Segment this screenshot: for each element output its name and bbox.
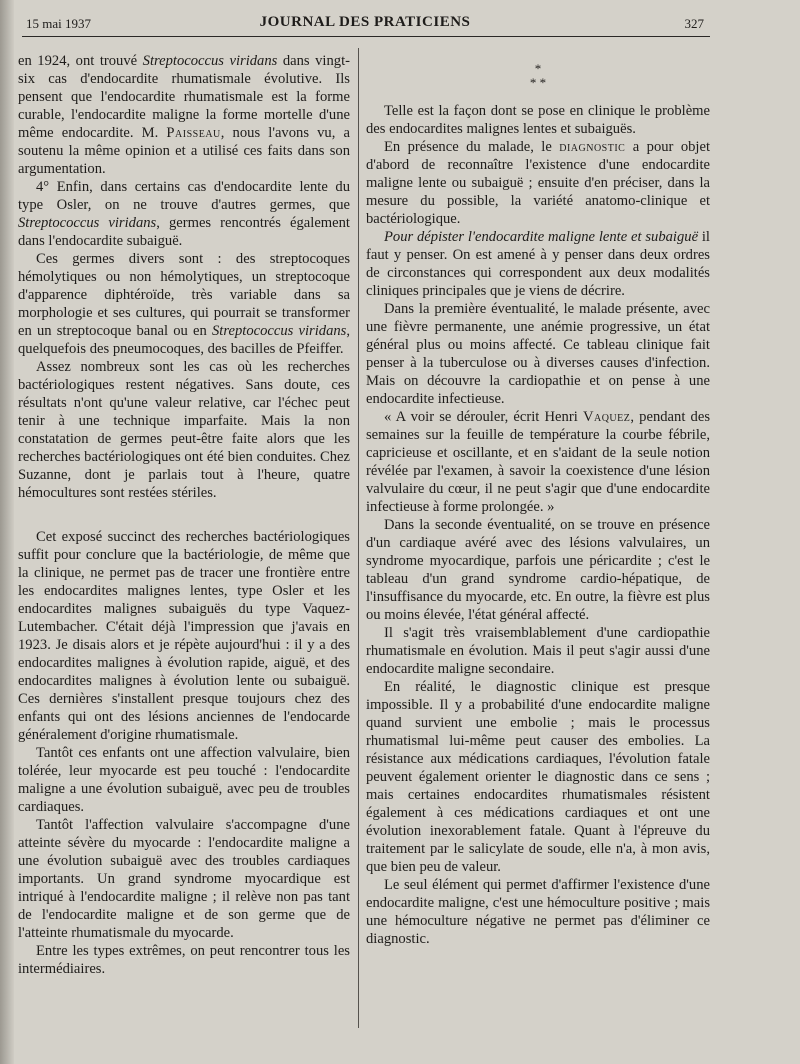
paragraph: en 1924, ont trouvé Streptococcus viridans dans vingt-six cas d'endocardite rhumatismale évolutive. Ils pensent que l'endocardite rhumatismale est la forme curable, l'endocardite maligne la forme mortelle d'une même endocardite. M. Paisseau, nous l'avons vu, a soutenu la même opinion et a utilisé ces faits dans son argumentation. [18,53,350,177]
paragraph: Le seul élément qui permet d'affirmer l'existence d'une endocardite maligne, c'est une hémoculture positive ; mais une hémoculture négative ne permet pas d'éliminer ce diagnostic. [366,877,710,947]
column-separator [358,48,359,1028]
paragraph: Dans la seconde éventualité, on se trouve en présence d'un cardiaque avéré avec des lésions valvulaires, un syndrome myocardique, parfois une péricardite ; c'est le tableau d'un grand syndrome cardio-hépatique, de l'insuffisance du myocarde, etc. En outre, la fièvre est plus ou moins élevée, l'état général affecté. [366,517,710,623]
right-column [366,62,710,948]
running-header [26,14,704,34]
page-number: 327 [684,16,704,31]
left-column [18,52,350,978]
paragraph: Telle est la façon dont se pose en clinique le problème des endocardites malignes lentes et subaiguës. [366,103,710,137]
header-rule [22,36,710,37]
paragraph: Dans la première éventualité, le malade présente, avec une fièvre permanente, une anémie progressive, un état général plus ou moins affecté. Ce tableau clinique fait penser à la tuberculose ou à diverses causes d'infection. Mais on découvre la cardiopathie et on pense à une endocardite infectieuse. [366,301,710,407]
paragraph: En réalité, le diagnostic clinique est presque impossible. Il y a probabilité d'une endocardite maligne quand survient une embolie ; mais le processus rhumatismal lui-même peut causer des embolies. La résistance aux médications cardiaques, l'évolution fatale peuvent également orienter le diagnostic dans ce sens ; mais certaines endocardites rhumatismales résistent également à ces médications cardiaques et ont une évolution inexorablement fatale. Quant à l'épreuve du traitement par le salicylate de soude, elle n'a, à mon avis, que bien peu de valeur. [366,679,710,875]
page-edge-shadow [0,0,14,1064]
paragraph: En présence du malade, le diagnostic a pour objet d'abord de reconnaître l'existence d'une endocardite maligne lente ou subaiguë ; ensuite d'en préciser, dans la mesure du possible, la variété anatomo-clinique et bactériologique. [366,139,710,227]
journal-title: JOURNAL DES PRATICIENS [259,14,471,30]
section-asterism: * * * [529,61,547,90]
paragraph: « A voir se dérouler, écrit Henri Vaquez, pendant des semaines sur la feuille de température la courbe fébrile, capricieuse et oscillante, et en s'aidant de la seule notion révélée par l'examen, à savoir la coexistence d'une lésion valvulaire du cœur, il ne peut s'agir que d'une endocardite infectieuse à forme prolongée. » [366,409,711,515]
paragraph: Assez nombreux sont les cas où les recherches bactériologiques restent négatives. Sans doute, ces résultats n'ont qu'une valeur relative, car l'échec peut tenir à une technique imparfaite. Mais la non constatation de germes peut-être faite alors que les recherches bactériologiques ont été bien conduites. Chez Suzanne, dont je parlais tout à l'heure, quatre hémocultures sont restées stériles. [18,359,350,501]
paragraph: Tantôt ces enfants ont une affection valvulaire, bien tolérée, leur myocarde est peu touché : l'endocardite maligne a une évolution subaiguë, avec peu de troubles cardiaques. [18,745,350,815]
paragraph: Il s'agit très vraisemblablement d'une cardiopathie rhumatismale en évolution. Mais il peut s'agir aussi d'une endocardite maligne secondaire. [366,625,710,677]
paragraph: Ces germes divers sont : des streptocoques hémolytiques ou non hémolytiques, un streptocoque d'apparence diphtéroïde, très variable dans sa morphologie et ses cultures, qui pourrait se transformer en un streptocoque banal ou en Streptococcus viridans, quelquefois des pneumocoques, des bacilles de Pfeiffer. [18,251,350,357]
paragraph: Entre les types extrêmes, on peut rencontrer tous les intermédiaires. [18,943,350,977]
paragraph: Cet exposé succinct des recherches bactériologiques suffit pour conclure que la bactériologie, de même que la clinique, ne permet pas de tracer une frontière entre les endocardites malignes lentes, type Osler et les endocardites malignes subaiguës du type Vaquez-Lutembacher. C'était déjà l'impression que j'avais en 1923. Je disais alors et je répète aujourd'hui : il y a des endocardites malignes à évolution rapide, aiguë, et des endocardites malignes à évolution lente ou subaiguë. Ces dernières s'installent presque toujours chez des enfants qui ont des lésions anciennes de l'endocarde généralement d'origine rhumatismale. [18,529,350,743]
paragraph: 4° Enfin, dans certains cas d'endocardite lente du type Osler, on ne trouve d'autres germes, que Streptococcus viridans, germes rencontrés également dans l'endocardite subaiguë. [18,179,350,249]
paragraph: Tantôt l'affection valvulaire s'accompagne d'une atteinte sévère du myocarde : l'endocardite maligne a une évolution subaiguë avec des troubles cardiaques importants. Un grand syndrome myocardique est intriqué à l'endocardite maligne ; il relève non pas tant de l'endocardite maligne et de son germe que de l'atteinte rhumatismale du myocarde. [18,817,350,941]
paragraph: Pour dépister l'endocardite maligne lente et subaiguë il faut y penser. On est amené à y penser dans deux ordres de circonstances qui correspondent aux deux modalités cliniques principales que je viens de décrire. [366,229,710,299]
issue-date: 15 mai 1937 [26,16,91,31]
